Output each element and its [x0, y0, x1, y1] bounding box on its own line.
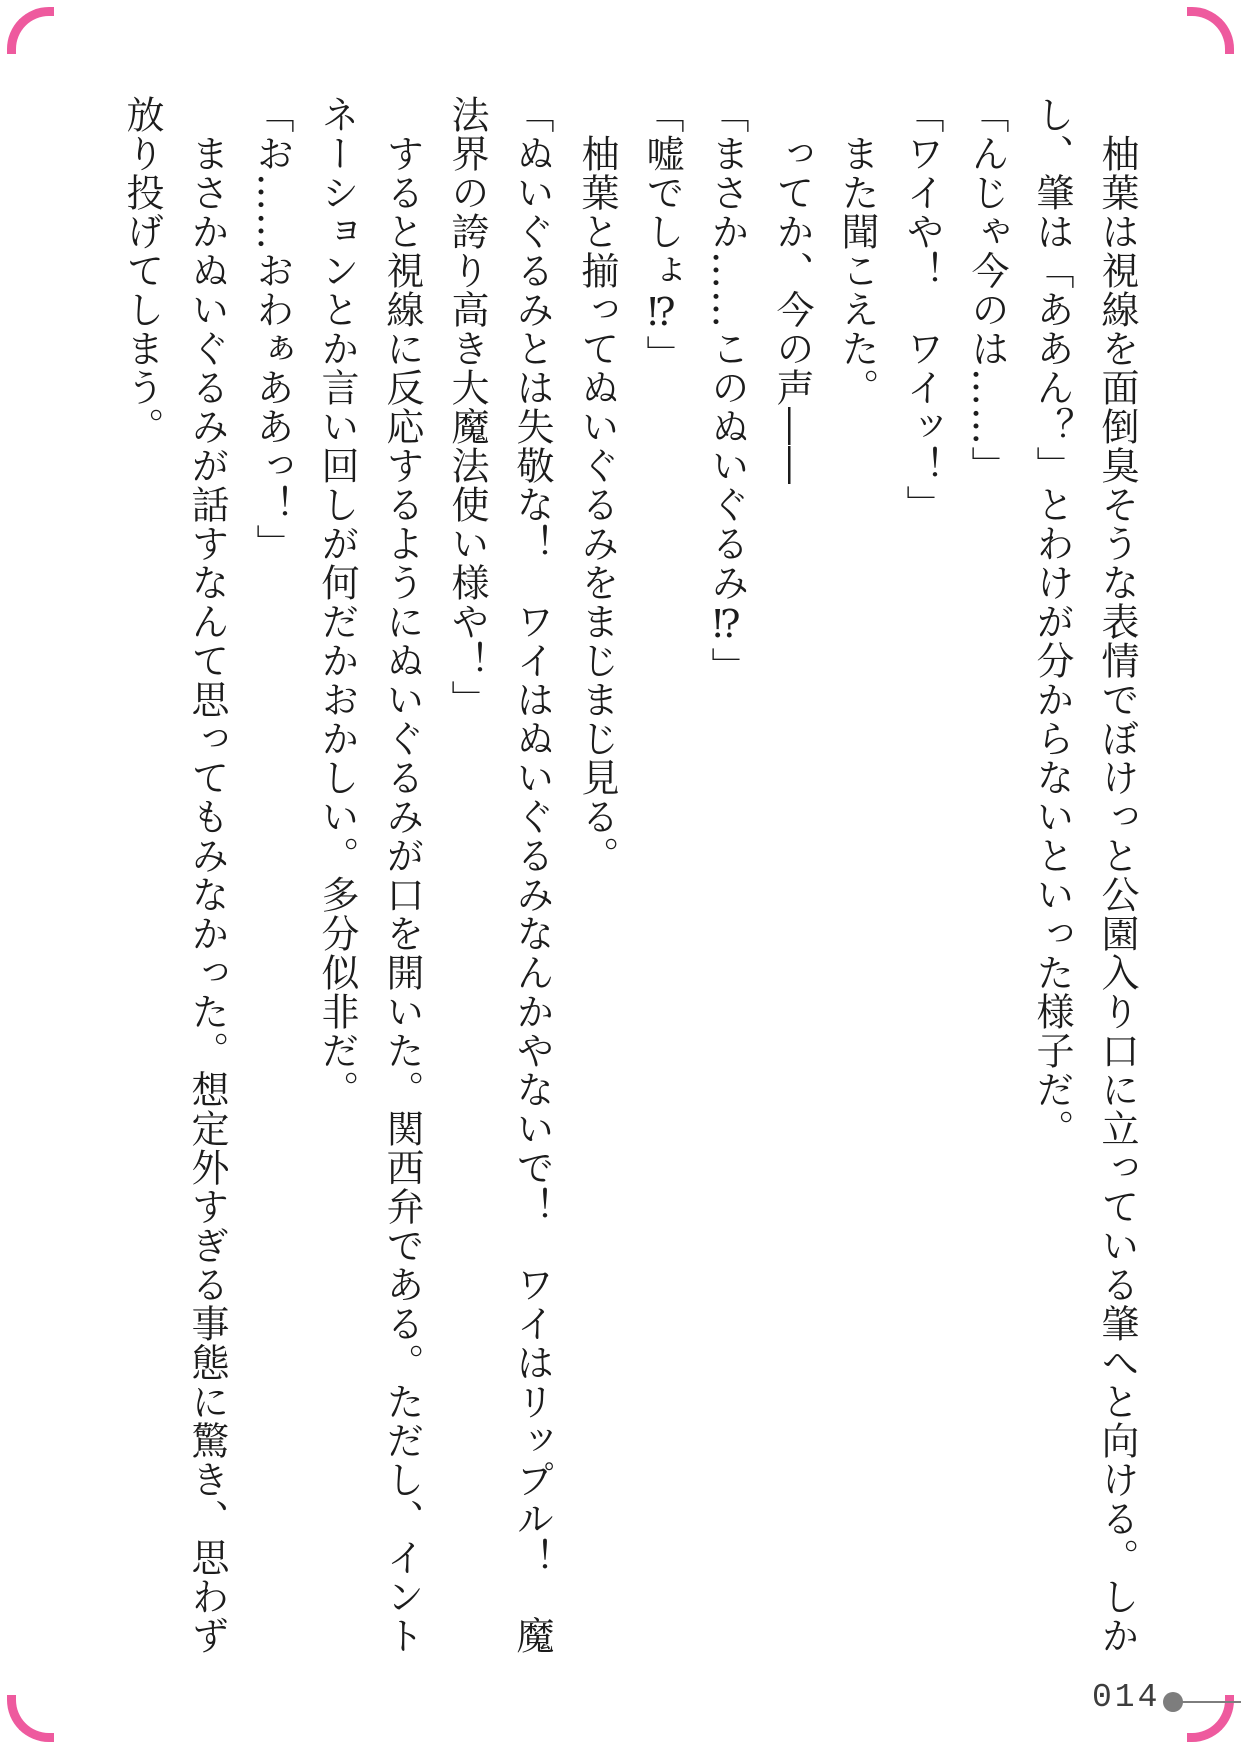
text-line: ってか、今の声―― [770, 95, 814, 485]
text-line: 柚葉と揃ってぬいぐるみをまじまじ見る。 [575, 95, 619, 875]
text-line: 「ぬいぐるみとは失敬な！ ワイはぬいぐるみなんかやないで！ ワイはリップル！ 魔 [510, 95, 554, 1655]
text-line: 柚葉は視線を面倒臭そうな表情でぼけっと公園入り口に立っている肇へと向ける。しか [1095, 95, 1139, 1655]
text-line: すると視線に反応するようにぬいぐるみが口を開いた。関西弁である。ただし、イント [380, 95, 424, 1655]
text-line: まさかぬいぐるみが話すなんて思ってもみなかった。想定外すぎる事態に驚き、思わず [185, 95, 229, 1655]
text-line: 「ワイや！ ワイッ！」 [900, 95, 944, 524]
text-line: 「嘘でしょ⁉」 [640, 95, 684, 374]
novel-text-block [104, 95, 1149, 1655]
text-line: ネーションとか言い回しが何だかおかしい。多分似非だ。 [315, 95, 359, 1109]
page-number: 014 [1092, 1679, 1161, 1716]
text-line: 「まさか……このぬいぐるみ⁉」 [705, 95, 749, 686]
text-line: 「んじゃ今のは……」 [965, 95, 1009, 485]
text-line: また聞こえた。 [835, 95, 879, 407]
text-line: 「お……おわぁああっ！」 [250, 95, 294, 563]
page-marker-line [1178, 1701, 1241, 1703]
corner-decoration-bottom-left [7, 1695, 54, 1742]
corner-decoration-top-left [7, 7, 54, 54]
corner-decoration-top-right [1187, 7, 1234, 54]
text-line: し、肇は「ああん？」とわけが分からないといった様子だ。 [1030, 95, 1074, 1148]
text-line: 放り投げてしまう。 [120, 95, 164, 446]
text-line: 法界の誇り高き大魔法使い様や！」 [445, 95, 489, 719]
